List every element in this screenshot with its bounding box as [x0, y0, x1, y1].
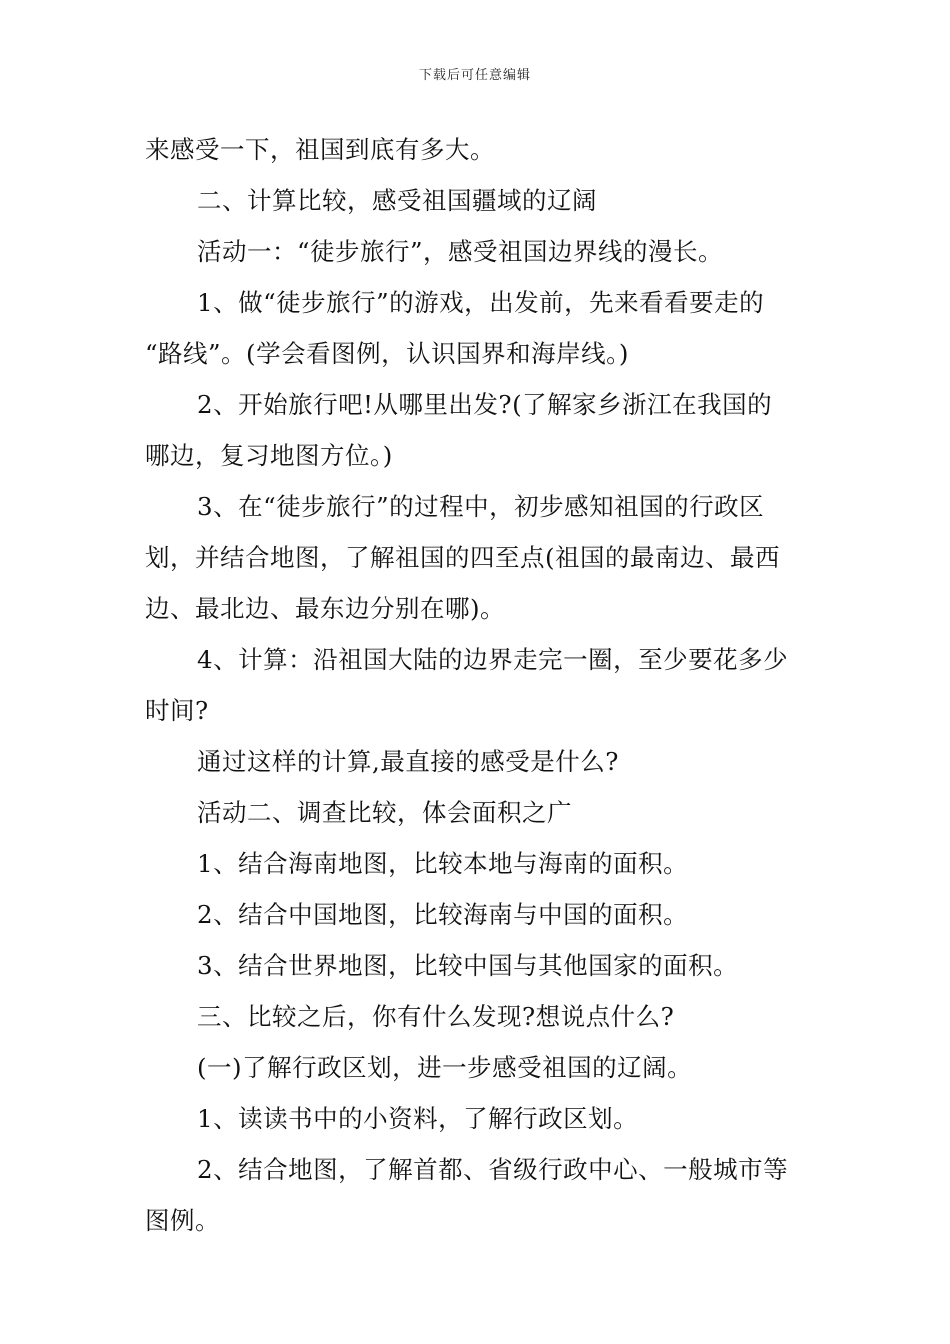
text-line: 边、最北边、最东边分别在哪)。 — [145, 594, 506, 623]
text-line: 4、计算：沿祖国大陆的边界走完一圈，至少要花多少 — [197, 645, 789, 674]
text-line: 时间? — [145, 696, 209, 725]
text-line: 3、在“徒步旅行”的过程中，初步感知祖国的行政区 — [197, 492, 765, 521]
text-line: 哪边，复习地图方位。) — [145, 441, 393, 470]
text-line: 2、结合中国地图，比较海南与中国的面积。 — [197, 900, 689, 929]
text-line: 来感受一下，祖国到底有多大。 — [145, 135, 495, 164]
text-line: 1、做“徒步旅行”的游戏，出发前，先来看看要走的 — [197, 288, 765, 317]
text-line: (一)了解行政区划，进一步感受祖国的辽阔。 — [197, 1053, 693, 1082]
text-line: 活动一：“徒步旅行”，感受祖国边界线的漫长。 — [197, 237, 724, 266]
text-line: 2、结合地图，了解首都、省级行政中心、一般城市等 — [197, 1155, 789, 1184]
text-line: 1、结合海南地图，比较本地与海南的面积。 — [197, 849, 689, 878]
text-line: 2、开始旅行吧!从哪里出发?(了解家乡浙江在我国的 — [197, 390, 773, 419]
text-line: 1、读读书中的小资料，了解行政区划。 — [197, 1104, 639, 1133]
text-line: 通过这样的计算,最直接的感受是什么? — [197, 747, 619, 776]
text-line: 二、计算比较，感受祖国疆域的辽阔 — [197, 186, 597, 215]
text-line: 划，并结合地图，了解祖国的四至点(祖国的最南边、最西 — [145, 543, 781, 572]
text-line: 图例。 — [145, 1206, 220, 1235]
text-line: 活动二、调查比较，体会面积之广 — [197, 798, 572, 827]
page-header: 下载后可任意编辑 — [418, 68, 531, 83]
text-line: “路线”。(学会看图例，认识国界和海岸线。) — [145, 339, 629, 368]
text-line: 3、结合世界地图，比较中国与其他国家的面积。 — [197, 951, 739, 980]
document-body — [145, 124, 810, 1246]
text-line: 三、比较之后，你有什么发现?想说点什么? — [197, 1002, 675, 1031]
